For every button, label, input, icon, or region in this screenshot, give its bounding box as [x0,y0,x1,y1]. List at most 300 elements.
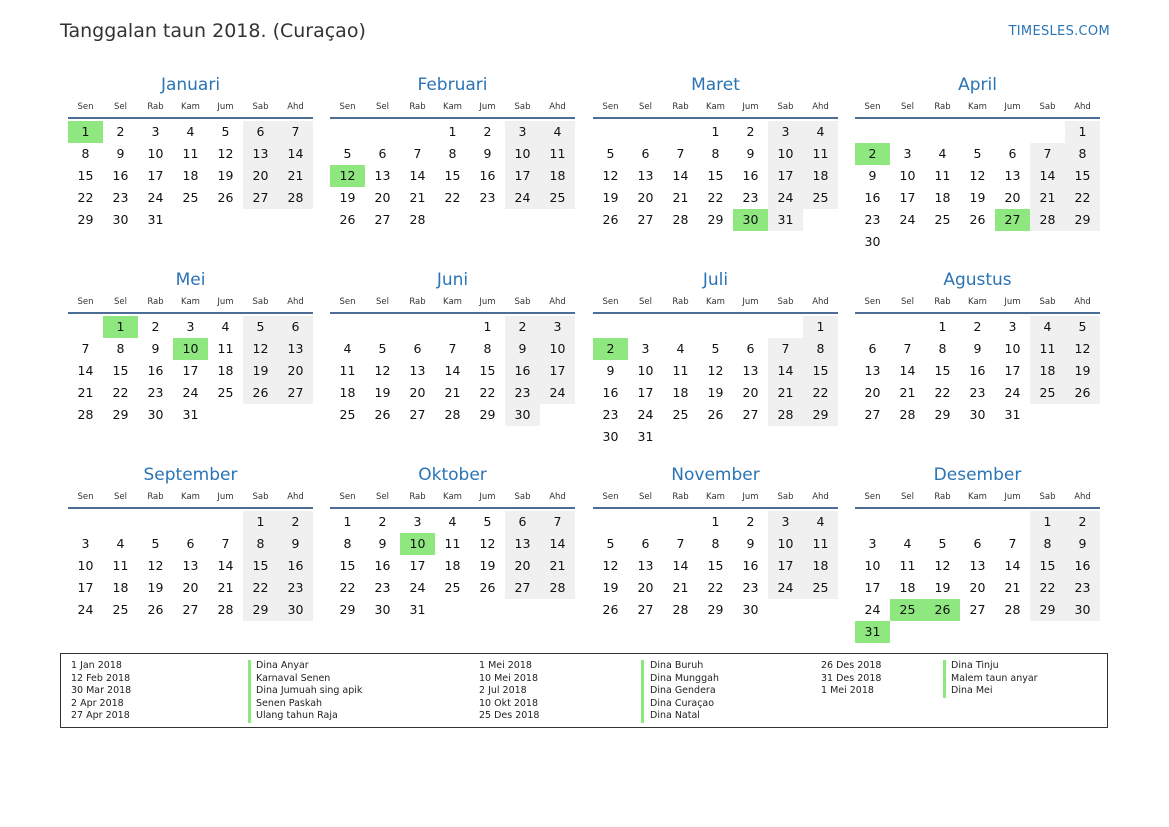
day-cell: 7 [1008,536,1017,551]
empty-cell [890,316,925,338]
day-cell: 29 [479,407,496,422]
day-cell: 10 [505,143,540,165]
holiday-names-col-3 [951,660,1038,698]
weekday-label: Sel [639,297,652,307]
day-cell: 21 [1030,187,1065,209]
day-cell: 14 [409,168,426,183]
day-cell: 13 [637,558,654,573]
day-cell: 15 [707,168,724,183]
month-september [68,463,313,621]
weekday-label: Sen [864,297,881,307]
holiday-date: 27 Apr 2018 [71,710,130,721]
day-cell: 11 [217,341,234,356]
day-cell: 22 [444,190,461,205]
holiday-name: Dina Tinju [951,660,999,671]
day-cell: 4 [1030,316,1065,338]
day-cell: 3 [540,316,575,338]
day-cell: 9 [151,341,160,356]
day-cell: 28 [217,602,234,617]
weekday-label: Sel [114,102,127,112]
day-cell: 4 [221,319,230,334]
month-juni [330,268,575,426]
day-cell: 2 [278,511,313,533]
day-cell: 23 [374,580,391,595]
day-cell: 25 [112,602,129,617]
day-cell: 12 [374,363,391,378]
day-cell: 16 [969,363,986,378]
day-cell: 9 [278,533,313,555]
brand-link[interactable]: TIMESLES.COM [1008,24,1110,39]
day-cell: 19 [934,580,951,595]
holiday-date: 1 Mei 2018 [479,660,532,671]
weekday-header [593,97,838,119]
day-cell: 15 [112,363,129,378]
day-cell: 7 [903,341,912,356]
day-cell: 4 [803,511,838,533]
day-cell: 28 [409,212,426,227]
empty-cell [400,121,435,143]
day-cell: 18 [540,165,575,187]
weekday-label: Rab [672,297,689,307]
day-cell: 20 [278,360,313,382]
weekday-label: Jum [1004,297,1021,307]
day-cell: 8 [81,146,90,161]
weekday-label: Ahd [549,297,566,307]
day-cell: 26 [969,212,986,227]
weekday-label: Sen [864,102,881,112]
empty-cell [68,511,103,533]
weekday-label: Jum [217,297,234,307]
month-desember [855,463,1100,643]
holiday-day-cell: 12 [330,165,365,187]
weekday-header [68,292,313,314]
day-cell: 30 [602,429,619,444]
holiday-name: Dina Natal [650,710,700,721]
month-name: Juni [436,270,469,290]
day-cell: 16 [742,558,759,573]
day-cell: 1 [243,511,278,533]
weekday-label: Jum [742,102,759,112]
day-cell: 30 [742,602,759,617]
weekday-label: Rab [409,492,426,502]
day-cell: 12 [707,363,724,378]
day-cell: 1 [343,514,352,529]
day-cell: 24 [147,190,164,205]
day-cell: 22 [1030,577,1065,599]
day-cell: 28 [768,404,803,426]
day-cell: 19 [1065,360,1100,382]
day-cell: 22 [707,190,724,205]
day-cell: 21 [899,385,916,400]
day-cell: 19 [602,190,619,205]
page-title: Tanggalan taun 2018. (Curaçao) [60,20,366,42]
day-cell: 20 [637,580,654,595]
empty-cell [855,511,890,533]
day-cell: 10 [540,338,575,360]
month-name: November [671,465,760,485]
day-cell: 16 [864,190,881,205]
day-cell: 3 [868,536,877,551]
day-cell: 30 [505,404,540,426]
holiday-marker-bar [641,660,644,723]
day-cell: 17 [182,363,199,378]
day-cell: 9 [606,363,615,378]
weekday-label: Sen [339,297,356,307]
day-cell: 14 [444,363,461,378]
day-cell: 25 [934,212,951,227]
day-cell: 24 [1004,385,1021,400]
empty-cell [103,511,138,533]
day-cell: 3 [641,341,650,356]
day-cell: 15 [803,360,838,382]
weekday-label: Sen [339,102,356,112]
month-name: Februari [417,75,488,95]
day-cell: 27 [278,382,313,404]
day-cell: 6 [868,341,877,356]
day-cell: 1 [938,319,947,334]
weekday-label: Ahd [1074,102,1091,112]
holiday-name: Karnaval Senen [256,672,331,684]
day-cell: 11 [339,363,356,378]
day-cell: 27 [374,212,391,227]
day-cell: 21 [768,382,803,404]
weekday-label: Sen [602,492,619,502]
day-cell: 8 [803,338,838,360]
day-cell: 1 [483,319,492,334]
holiday-name: Ulang tahun Raja [256,710,338,721]
weekday-label: Kam [181,492,200,502]
weekday-header [68,97,313,119]
day-cell: 3 [186,319,195,334]
day-cell: 20 [374,190,391,205]
weekday-label: Sab [777,492,794,502]
day-cell: 19 [969,190,986,205]
month-name: Mei [175,270,206,290]
day-cell: 17 [768,555,803,577]
day-cell: 30 [864,234,881,249]
weekday-label: Kam [706,102,725,112]
empty-cell [995,511,1030,533]
day-cell: 10 [1004,341,1021,356]
day-cell: 26 [243,382,278,404]
day-cell: 25 [540,187,575,209]
holiday-legend [60,653,1108,728]
day-cell: 25 [803,577,838,599]
holiday-name: Dina Munggah [650,672,719,684]
holiday-date: 25 Des 2018 [479,710,540,721]
day-cell: 18 [934,190,951,205]
day-cell: 3 [81,536,90,551]
day-cell: 21 [1004,580,1021,595]
weekday-label: Sen [602,102,619,112]
day-cell: 23 [864,212,881,227]
weekday-label: Kam [968,492,987,502]
holiday-name: Dina Curaçao [650,697,715,709]
day-cell: 29 [112,407,129,422]
day-cell: 25 [672,407,689,422]
weekday-label: Sab [1039,102,1056,112]
day-cell: 27 [243,187,278,209]
weekday-label: Ahd [812,102,829,112]
empty-cell [628,121,663,143]
weekday-label: Sab [252,492,269,502]
day-cell: 20 [505,555,540,577]
day-cell: 10 [899,168,916,183]
day-cell: 30 [147,407,164,422]
day-cell: 4 [448,514,457,529]
day-cell: 20 [742,385,759,400]
day-cell: 22 [77,190,94,205]
empty-cell [855,121,890,143]
day-cell: 21 [672,580,689,595]
holiday-date: 2 Apr 2018 [71,697,124,709]
weekday-label: Sel [901,492,914,502]
day-cell: 29 [803,404,838,426]
weekday-label: Sab [252,297,269,307]
holiday-day-cell: 30 [733,209,768,231]
weekday-header [855,97,1100,119]
day-cell: 4 [938,146,947,161]
weekday-label: Sen [602,297,619,307]
day-cell: 16 [505,360,540,382]
day-cell: 22 [112,385,129,400]
day-cell: 20 [409,385,426,400]
holiday-name: Malem taun anyar [951,672,1038,684]
day-cell: 6 [186,536,195,551]
day-cell: 3 [768,121,803,143]
day-cell: 6 [413,341,422,356]
weekday-label: Kam [443,297,462,307]
empty-cell [890,121,925,143]
empty-cell [960,511,995,533]
day-cell: 11 [803,533,838,555]
day-cell: 17 [147,168,164,183]
day-cell: 3 [413,514,422,529]
month-name: Januari [160,75,221,95]
day-cell: 7 [540,511,575,533]
day-cell: 16 [742,168,759,183]
day-cell: 18 [803,165,838,187]
weekday-label: Kam [181,102,200,112]
weekday-label: Sel [639,492,652,502]
day-cell: 20 [182,580,199,595]
day-cell: 18 [444,558,461,573]
day-cell: 14 [672,558,689,573]
day-cell: 24 [505,187,540,209]
day-cell: 9 [116,146,125,161]
day-cell: 26 [1065,382,1100,404]
holiday-date: 1 Mei 2018 [821,685,874,696]
weekday-label: Rab [147,102,164,112]
month-oktober [330,463,575,621]
day-cell: 19 [374,385,391,400]
day-cell: 12 [934,558,951,573]
weekday-label: Rab [409,102,426,112]
day-cell: 28 [1030,209,1065,231]
holiday-day-cell: 25 [890,599,925,621]
day-cell: 16 [147,363,164,378]
day-cell: 6 [243,121,278,143]
weekday-label: Kam [968,297,987,307]
weekday-label: Sen [339,492,356,502]
weekday-label: Ahd [1074,492,1091,502]
holiday-date: 30 Mar 2018 [71,685,132,696]
holiday-dates-col-2 [479,660,539,723]
day-cell: 24 [864,602,881,617]
day-cell: 5 [343,146,352,161]
day-cell: 13 [182,558,199,573]
empty-cell [768,316,803,338]
day-cell: 12 [243,338,278,360]
day-cell: 23 [479,190,496,205]
day-cell: 13 [409,363,426,378]
day-cell: 11 [934,168,951,183]
day-cell: 21 [278,165,313,187]
weekday-label: Rab [147,297,164,307]
empty-cell [593,511,628,533]
weekday-label: Rab [934,102,951,112]
day-cell: 4 [803,121,838,143]
weekday-label: Jum [479,102,496,112]
day-cell: 29 [1065,209,1100,231]
month-name: Desember [933,465,1022,485]
day-cell: 21 [409,190,426,205]
day-cell: 3 [1008,319,1017,334]
day-cell: 24 [768,577,803,599]
weekday-label: Ahd [287,492,304,502]
day-cell: 26 [374,407,391,422]
day-grid [68,316,313,426]
day-cell: 25 [217,385,234,400]
day-cell: 15 [707,558,724,573]
day-cell: 9 [868,168,877,183]
day-cell: 29 [934,407,951,422]
empty-cell [698,316,733,338]
weekday-label: Ahd [549,492,566,502]
month-februari [330,73,575,231]
day-cell: 25 [182,190,199,205]
day-cell: 30 [112,212,129,227]
day-cell: 9 [505,338,540,360]
day-cell: 24 [637,407,654,422]
day-cell: 2 [746,124,755,139]
day-cell: 30 [374,602,391,617]
weekday-header [330,97,575,119]
day-cell: 6 [278,316,313,338]
weekday-label: Sel [376,102,389,112]
day-cell: 7 [81,341,90,356]
day-cell: 13 [637,168,654,183]
weekday-label: Sab [514,492,531,502]
day-cell: 17 [540,360,575,382]
day-cell: 2 [505,316,540,338]
weekday-label: Ahd [287,102,304,112]
day-cell: 14 [540,533,575,555]
day-grid [855,511,1100,643]
day-cell: 12 [1065,338,1100,360]
holiday-names-col-2 [650,660,719,723]
day-cell: 16 [112,168,129,183]
day-cell: 7 [221,536,230,551]
month-name: April [958,75,997,95]
month-agustus [855,268,1100,426]
day-cell: 7 [278,121,313,143]
day-cell: 6 [1008,146,1017,161]
day-cell: 5 [151,536,160,551]
day-cell: 23 [969,385,986,400]
holiday-date: 10 Mei 2018 [479,672,538,684]
day-cell: 17 [864,580,881,595]
day-cell: 5 [221,124,230,139]
holiday-dates-col-3 [821,660,881,698]
day-cell: 31 [768,209,803,231]
empty-cell [365,121,400,143]
day-cell: 13 [505,533,540,555]
day-cell: 13 [864,363,881,378]
empty-cell [435,316,470,338]
day-cell: 27 [969,602,986,617]
day-cell: 17 [505,165,540,187]
weekday-label: Sab [514,297,531,307]
holiday-names-col-1 [256,660,362,723]
weekday-label: Sab [1039,297,1056,307]
holiday-day-cell: 31 [855,621,890,643]
day-cell: 26 [707,407,724,422]
day-cell: 17 [637,385,654,400]
day-cell: 12 [969,168,986,183]
day-cell: 3 [151,124,160,139]
weekday-header [593,487,838,509]
day-cell: 26 [602,212,619,227]
day-cell: 9 [973,341,982,356]
day-cell: 7 [1030,143,1065,165]
month-november [593,463,838,621]
day-cell: 14 [217,558,234,573]
holiday-day-cell: 26 [925,599,960,621]
day-cell: 13 [374,168,391,183]
empty-cell [628,316,663,338]
day-cell: 14 [77,363,94,378]
day-cell: 14 [1030,165,1065,187]
day-cell: 31 [147,212,164,227]
day-cell: 28 [672,212,689,227]
day-cell: 27 [637,602,654,617]
day-cell: 20 [637,190,654,205]
day-cell: 18 [112,580,129,595]
month-maret [593,73,838,231]
weekday-label: Kam [443,102,462,112]
holiday-day-cell: 2 [593,338,628,360]
day-cell: 26 [479,580,496,595]
empty-cell [925,511,960,533]
weekday-label: Sab [514,102,531,112]
weekday-label: Sel [639,102,652,112]
day-cell: 19 [479,558,496,573]
weekday-label: Rab [147,492,164,502]
month-januari [68,73,313,231]
day-cell: 29 [707,212,724,227]
holiday-name: Dina Gendera [650,685,716,696]
day-cell: 28 [899,407,916,422]
empty-cell [890,511,925,533]
day-cell: 10 [147,146,164,161]
day-cell: 7 [448,341,457,356]
empty-cell [960,121,995,143]
day-cell: 16 [1065,555,1100,577]
day-cell: 9 [1065,533,1100,555]
day-cell: 12 [602,168,619,183]
day-cell: 22 [1065,187,1100,209]
